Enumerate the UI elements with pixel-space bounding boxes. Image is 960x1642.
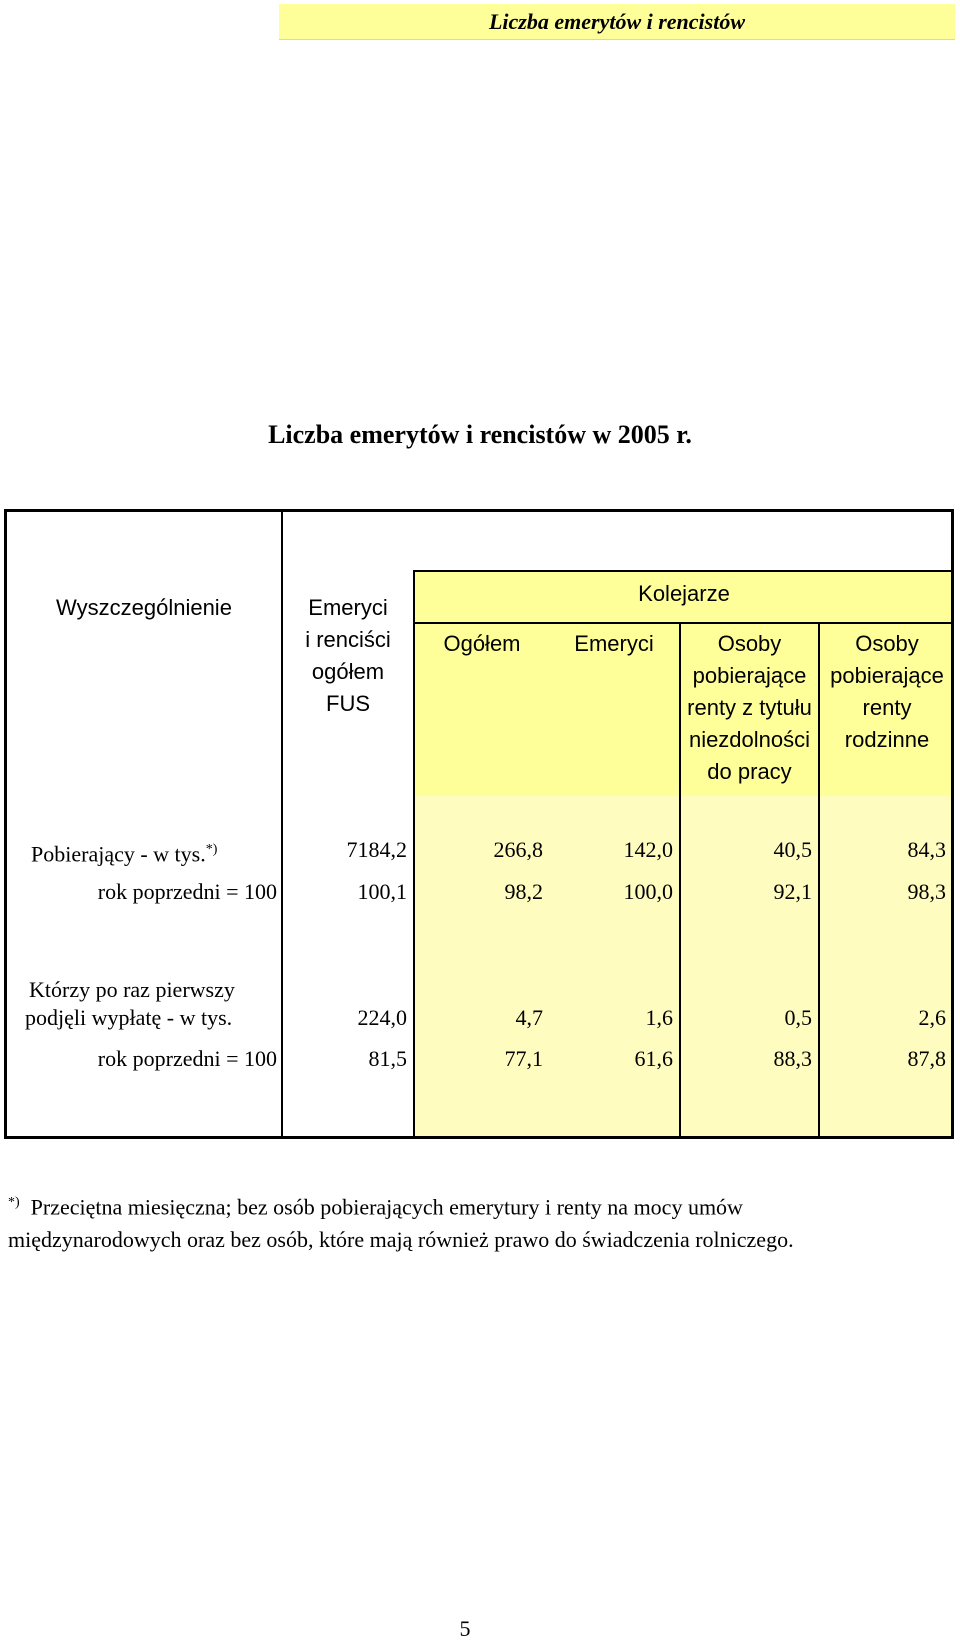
page-title: Liczba emerytów i rencistów w 2005 r. [268,420,692,449]
kolejarze-sub-border [413,622,954,624]
cell-value: 224,0 [357,1005,407,1030]
cell-value: 7184,2 [346,837,407,862]
cell-value: 88,3 [773,1046,812,1071]
footnote: *) Przeciętna miesięczna; bez osób pobierających emerytury i renty na mocy umów międzynarodowych oraz bez osób, które mają również prawo do świadczenia rolniczego. [8,1194,794,1253]
row-label-rok-poprzedni: rok poprzedni = 100 [97,879,277,904]
header-ogolem: Ogółem [443,631,521,656]
cell-value: 98,2 [504,879,543,904]
cell-value: 77,1 [504,1046,543,1071]
page-number: 5 [459,1616,471,1641]
cell-value: 98,3 [907,879,946,904]
header-fus: Emeryci i renciści ogółem FUS [305,595,391,716]
cell-value: 81,5 [368,1046,407,1071]
cell-value: 1,6 [645,1005,673,1030]
header-emeryci: Emeryci [574,631,654,656]
row-label-pobierajacy: Pobierający - w tys.*) [31,841,218,867]
cell-value: 87,8 [907,1046,946,1071]
header-renty-niezdolnosc: Osoby pobierające renty z tytułu niezdolności do pracy [687,631,812,784]
row-label-rok-poprzedni: rok poprzedni = 100 [97,1046,277,1071]
kolejarze-top-border [413,570,954,572]
cell-value: 84,3 [907,837,946,862]
cell-value: 266,8 [493,837,543,862]
row-label-pierwsza-wyplata: Którzy po raz pierwszy podjęli wypłatę - w tys. [25,977,235,1030]
header-kolejarze: Kolejarze [638,581,730,606]
page-banner: Liczba emerytów i rencistów [279,4,955,40]
data-table [4,509,954,1139]
cell-value: 40,5 [773,837,812,862]
cell-value: 100,0 [623,879,673,904]
header-wyszczegolnienie: Wyszczególnienie [56,595,232,620]
cell-value: 100,1 [357,879,407,904]
cell-value: 4,7 [515,1005,543,1030]
cell-value: 61,6 [634,1046,673,1071]
cell-value: 2,6 [918,1005,946,1030]
header-renty-rodzinne: Osoby pobierające renty rodzinne [830,631,944,752]
cell-value: 92,1 [773,879,812,904]
cell-value: 142,0 [623,837,673,862]
cell-value: 0,5 [784,1005,812,1030]
